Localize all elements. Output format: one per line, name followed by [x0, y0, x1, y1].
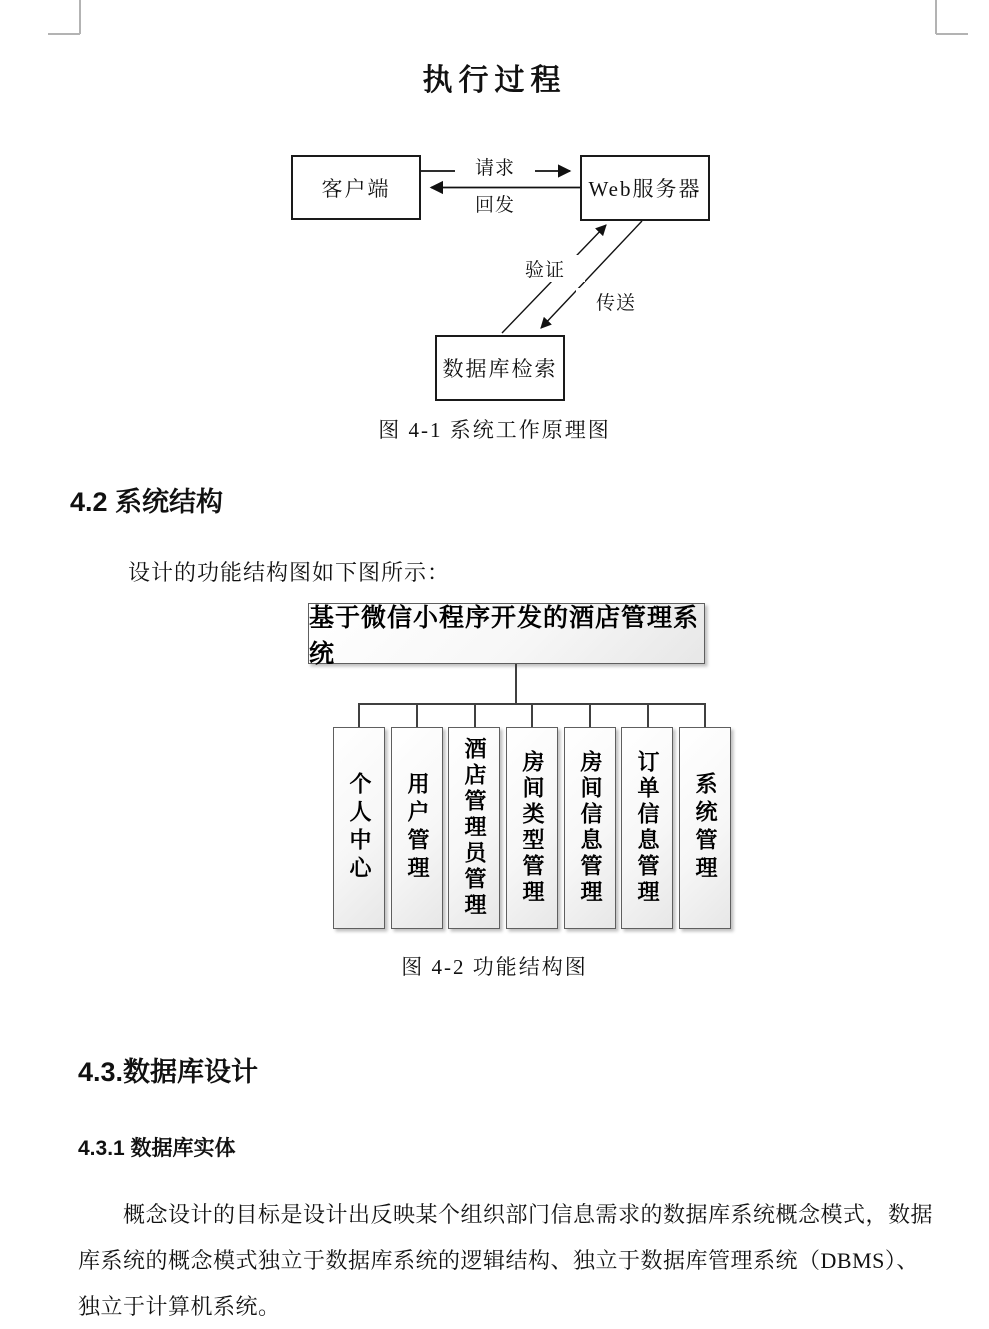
section-4-3-1-heading: 4.3.1 数据库实体 [78, 1137, 236, 1160]
paragraph-line: 库系统的概念模式独立于数据库系统的逻辑结构、独立于数据库管理系统（DBMS）、 [78, 1248, 919, 1273]
section-4-2-heading: 4.2 系统结构 [70, 487, 224, 517]
crop-mark-left-vertical [79, 0, 81, 34]
child-node-label: 订单信息管理 [635, 750, 660, 906]
paragraph-line: 独立于计算机系统。 [78, 1294, 281, 1319]
connector-stub-2 [416, 703, 418, 728]
child-node-room-type-management [506, 727, 558, 929]
child-node-hotel-admin-management [448, 727, 500, 929]
child-node-label: 系统管理 [693, 772, 718, 884]
page-title: 执行过程 [422, 64, 567, 97]
child-node-system-management [679, 727, 731, 929]
connector-root-vertical [515, 664, 517, 704]
node-database-search-label: 数据库检索 [442, 357, 558, 381]
section-4-3-heading: 4.3.数据库设计 [78, 1057, 259, 1087]
node-client-label: 客户端 [321, 176, 391, 201]
paragraph-line: 概念设计的目标是设计出反映某个组织部门信息需求的数据库系统概念模式，数据 [123, 1202, 934, 1227]
node-database-search [435, 335, 565, 401]
child-node-user-management [391, 727, 443, 929]
edge-label-request: 请求 [455, 153, 535, 180]
node-web-server [580, 155, 710, 221]
node-client [291, 155, 421, 220]
child-node-label: 房间类型管理 [520, 750, 545, 906]
child-node-room-info-management [564, 727, 616, 929]
connector-stub-1 [358, 703, 360, 728]
crop-mark-left-horizontal [48, 33, 80, 35]
edge-label-transfer: 传送 [576, 288, 656, 315]
child-node-label: 个人中心 [347, 772, 372, 884]
section-4-2-intro: 设计的功能结构图如下图所示： [128, 560, 451, 585]
connector-stub-3 [474, 703, 476, 728]
figure-4-1 [0, 130, 989, 450]
connector-stub-6 [647, 703, 649, 728]
crop-mark-right-horizontal [936, 33, 968, 35]
figure-4-1-caption: 图 4-1 系统工作原理图 [378, 418, 611, 442]
node-web-server-label: Web服务器 [588, 177, 702, 201]
crop-mark-right-vertical [935, 0, 937, 34]
figure-4-2-caption: 图 4-2 功能结构图 [401, 955, 588, 979]
edge-label-postback: 回发 [455, 190, 535, 217]
connector-stub-5 [589, 703, 591, 728]
child-node-order-info-management [621, 727, 673, 929]
child-node-label: 用户管理 [405, 772, 430, 884]
connector-stub-4 [531, 703, 533, 728]
child-node-personal-center [333, 727, 385, 929]
concept-design-paragraph [78, 1192, 934, 1329]
connector-stub-7 [704, 703, 706, 728]
figure-4-2 [0, 595, 989, 995]
root-node-label: 基于微信小程序开发的酒店管理系统 [309, 603, 700, 668]
edge-label-verify: 验证 [505, 255, 585, 282]
root-node-hotel-system [308, 603, 705, 668]
child-node-label: 房间信息管理 [578, 750, 603, 906]
child-node-label: 酒店管理员管理 [462, 737, 487, 919]
